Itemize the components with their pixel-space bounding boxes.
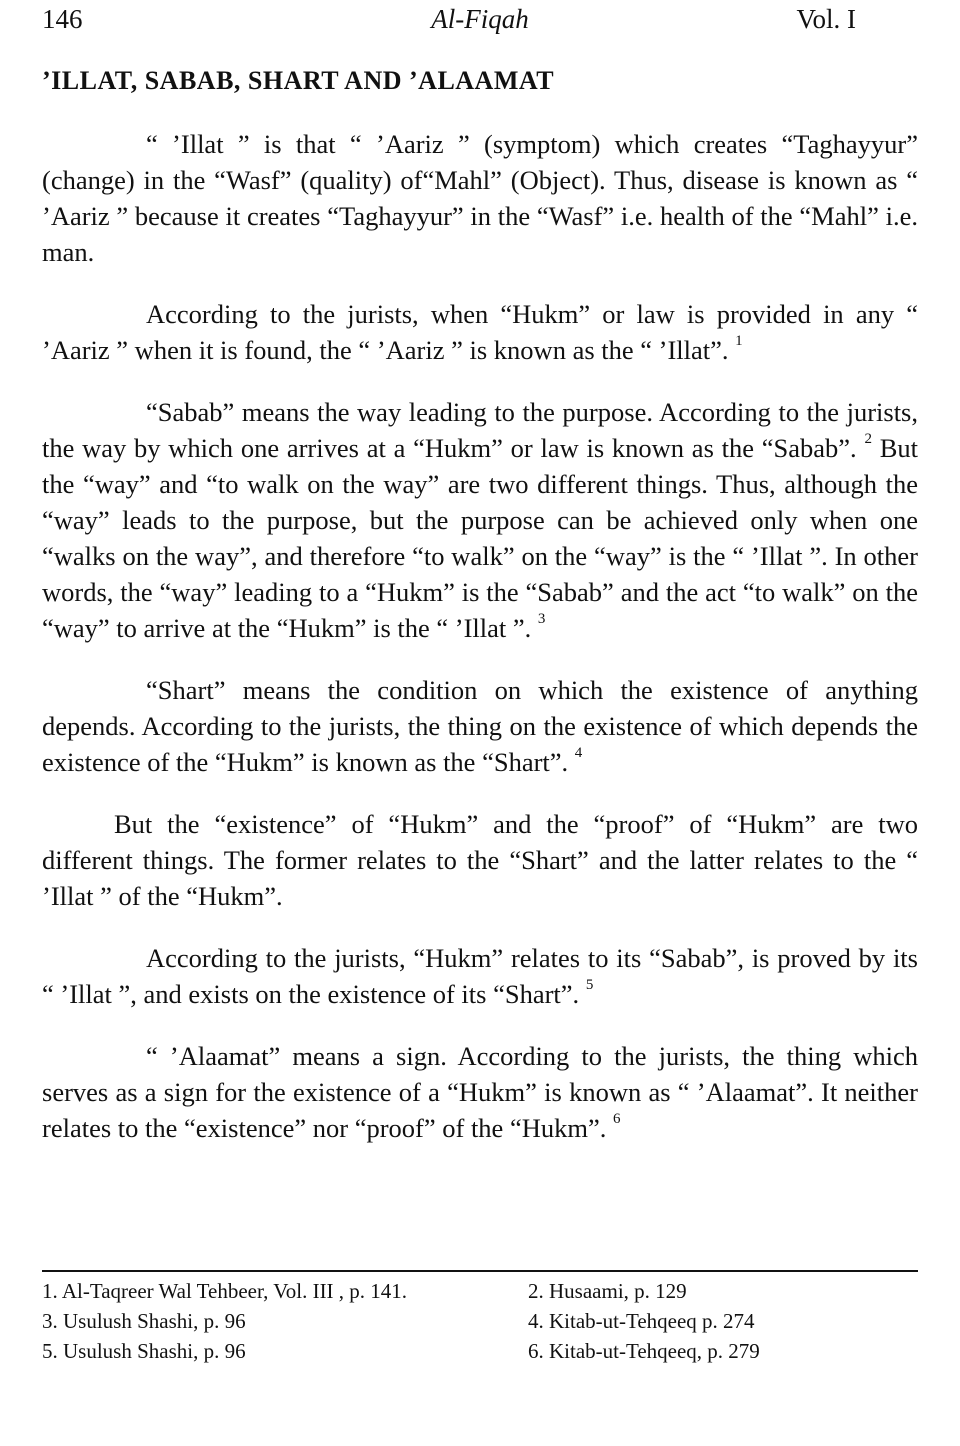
paragraph-jurists-illat <box>42 296 918 368</box>
paragraph-text: But the “existence” of “Hukm” and the “proof” of “Hukm” are two different things. The former relates to the “Shart” and the latter relates to the “ ’Illat ” of the “Hukm”. <box>42 809 918 911</box>
footnote-ref: 2 <box>864 431 872 448</box>
book-title: Al-Fiqah <box>431 4 529 34</box>
paragraph-text: “ ’Alaamat” means a sign. According to the jurists, the thing which serves as a sign for the existence of a “Hukm” is known as “ ’Alaamat”. It neither relates to the “existence” nor “proof” of the “Hukm”. <box>42 1041 918 1143</box>
footnote-4: 4. Kitab-ut-Tehqeeq p. 274 <box>528 1309 755 1333</box>
footnote-ref: 5 <box>585 977 594 994</box>
footnote-row <box>42 1276 918 1306</box>
paragraph-existence-proof <box>42 806 918 914</box>
paragraph-text: According to the jurists, when “Hukm” or law is provided in any “ ’Aariz ” when it is found, the “ ’Aariz ” is known as the “ ’Illat”. <box>42 299 918 365</box>
footnote-row <box>42 1336 918 1366</box>
paragraph-shart <box>42 672 918 780</box>
footnotes <box>42 1270 918 1366</box>
footnote-ref: 1 <box>735 333 743 350</box>
footnote-ref: 6 <box>612 1111 621 1128</box>
paragraph-illat <box>42 126 918 270</box>
page-number: 146 <box>42 4 83 34</box>
paragraph-text: “Sabab” means the way leading to the purpose. According to the jurists, the way by which one arrives at a “Hukm” or law is known as the “Sabab”. <box>42 397 918 463</box>
footnote-ref: 3 <box>537 611 546 628</box>
body-text <box>42 126 918 1172</box>
footnote-5: 5. Usulush Shashi, p. 96 <box>42 1339 246 1363</box>
volume-label: Vol. I <box>796 4 856 34</box>
running-header <box>42 4 918 40</box>
footnote-ref: 4 <box>574 745 583 762</box>
section-heading: ’ILLAT, SABAB, SHART AND ’ALAAMAT <box>42 66 555 95</box>
footnote-6: 6. Kitab-ut-Tehqeeq, p. 279 <box>528 1339 760 1363</box>
paragraph-text-continued: But the “way” and “to walk on the way” are two different things. Thus, although the “way” leads to the purpose, but the purpose can be achieved only when one “walks on the way”, and therefore “to walk” on the “way” is the “ ’Illat ”. In other words, the “way” leading to a “Hukm” is the “Sabab” and the act “to walk” on the “way” to arrive at the “Hukm” is the “ ’Illat ”. <box>42 433 918 643</box>
paragraph-text: “ ’Illat ” is that “ ’Aariz ” (symptom) which creates “Taghayyur” (change) in the “Wasf” (quality) of“Mahl” (Object). Thus, disease is known as “ ’Aariz ” because it creates “Taghayyur” in the “Wasf” i.e. health of the “Mahl” i.e. man. <box>42 129 918 267</box>
footnote-3: 3. Usulush Shashi, p. 96 <box>42 1309 246 1333</box>
paragraph-text: “Shart” means the condition on which the existence of anything depends. According to the jurists, the thing on the existence of which depends the existence of the “Hukm” is known as the “Shart”. <box>42 675 918 777</box>
book-page <box>42 0 918 1446</box>
paragraph-hukm-relations <box>42 940 918 1012</box>
footnote-1: 1. Al-Taqreer Wal Tehbeer, Vol. III , p. 141. <box>42 1279 408 1303</box>
paragraph-sabab <box>42 394 918 646</box>
footnote-2: 2. Husaami, p. 129 <box>528 1279 687 1303</box>
footnote-row <box>42 1306 918 1336</box>
paragraph-text: According to the jurists, “Hukm” relates to its “Sabab”, is proved by its “ ’Illat ”, and exists on the existence of its “Shart”. <box>42 943 918 1009</box>
paragraph-alaamat <box>42 1038 918 1146</box>
